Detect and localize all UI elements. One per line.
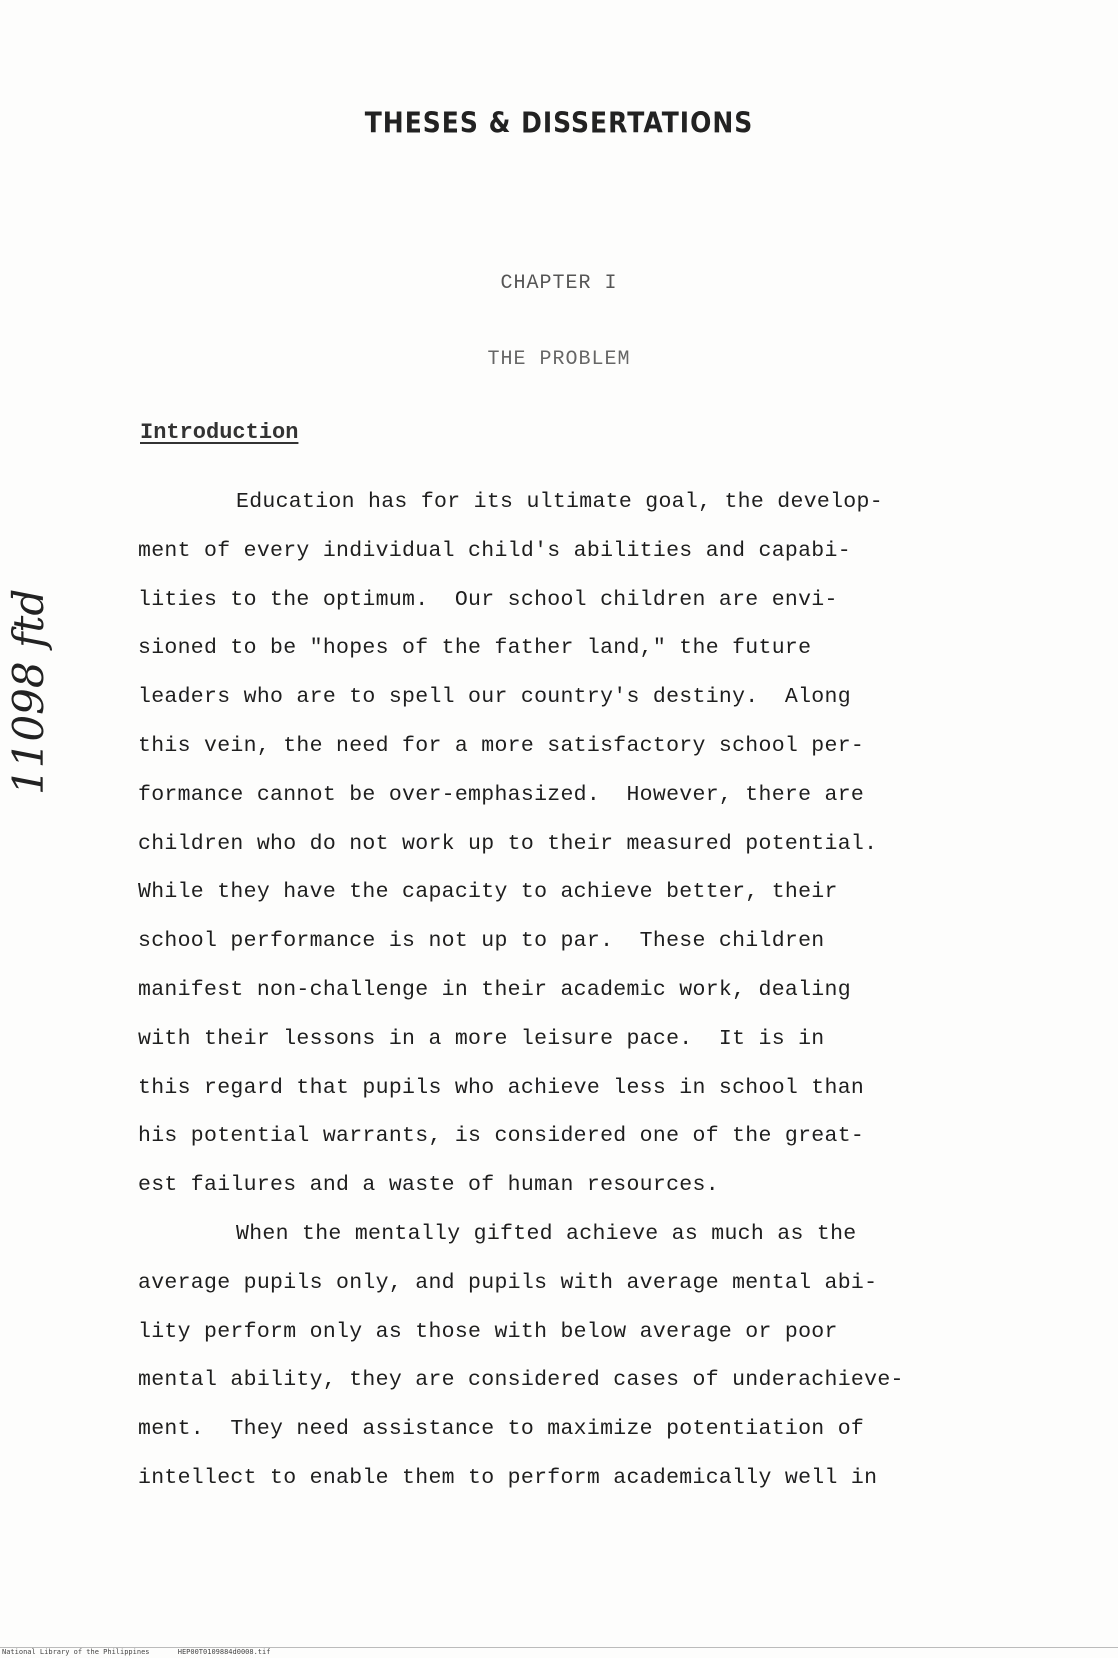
footer-file-id: HEP00T0109884d0008.tif	[177, 1648, 271, 1656]
paragraph-2-line: lity perform only as those with below average or poor	[138, 1319, 838, 1344]
paragraph-1-line: sioned to be "hopes of the father land," the future	[138, 636, 812, 661]
paragraph-1-line: leaders who are to spell our country's destiny. Along	[138, 685, 851, 710]
paragraph-2-line: ment. They need assistance to maximize potentiation of	[138, 1417, 865, 1442]
paragraph-1-line: formance cannot be over-emphasized. However, there are	[138, 782, 865, 807]
paragraph-2-line: When the mentally gifted achieve as much as the	[236, 1221, 857, 1246]
section-heading-introduction: Introduction	[140, 420, 299, 445]
scan-footer	[2, 1648, 294, 1656]
body-text	[138, 478, 998, 1503]
chapter-title: CHAPTER I	[500, 272, 618, 295]
paragraph-1-line: school performance is not up to par. These children	[138, 929, 825, 954]
paragraph-1-line: est failures and a waste of human resources.	[138, 1173, 719, 1198]
footer-library-name: National Library of the Philippines	[2, 1648, 150, 1656]
handwritten-margin-note: 11098 ftd	[4, 588, 53, 795]
paragraph-2-line: intellect to enable them to perform academically well in	[138, 1465, 878, 1490]
paragraph-1-line: this vein, the need for a more satisfactory school per-	[138, 733, 865, 758]
paragraph-1-line: his potential warrants, is considered one of the great-	[138, 1124, 865, 1149]
paragraph-1-line: ment of every individual child's abilities and capabi-	[138, 538, 851, 563]
paragraph-2-line: average pupils only, and pupils with average mental abi-	[138, 1270, 878, 1295]
paragraph-2-line: mental ability, they are considered cases of underachieve-	[138, 1368, 904, 1393]
paragraph-1-line: manifest non-challenge in their academic work, dealing	[138, 977, 851, 1002]
paragraph-1-line: children who do not work up to their measured potential.	[138, 831, 878, 856]
chapter-subtitle: THE PROBLEM	[487, 348, 631, 371]
paragraph-1-line: While they have the capacity to achieve better, their	[138, 880, 838, 905]
paragraph-1-line: lities to the optimum. Our school children are envi-	[138, 587, 838, 612]
paragraph-1-line: with their lessons in a more leisure pace. It is in	[138, 1026, 825, 1051]
paragraph-1-line: Education has for its ultimate goal, the develop-	[236, 490, 883, 514]
paragraph-1-line: this regard that pupils who achieve less in school than	[138, 1075, 865, 1100]
theses-dissertations-stamp: THESES & DISSERTATIONS	[364, 105, 754, 140]
